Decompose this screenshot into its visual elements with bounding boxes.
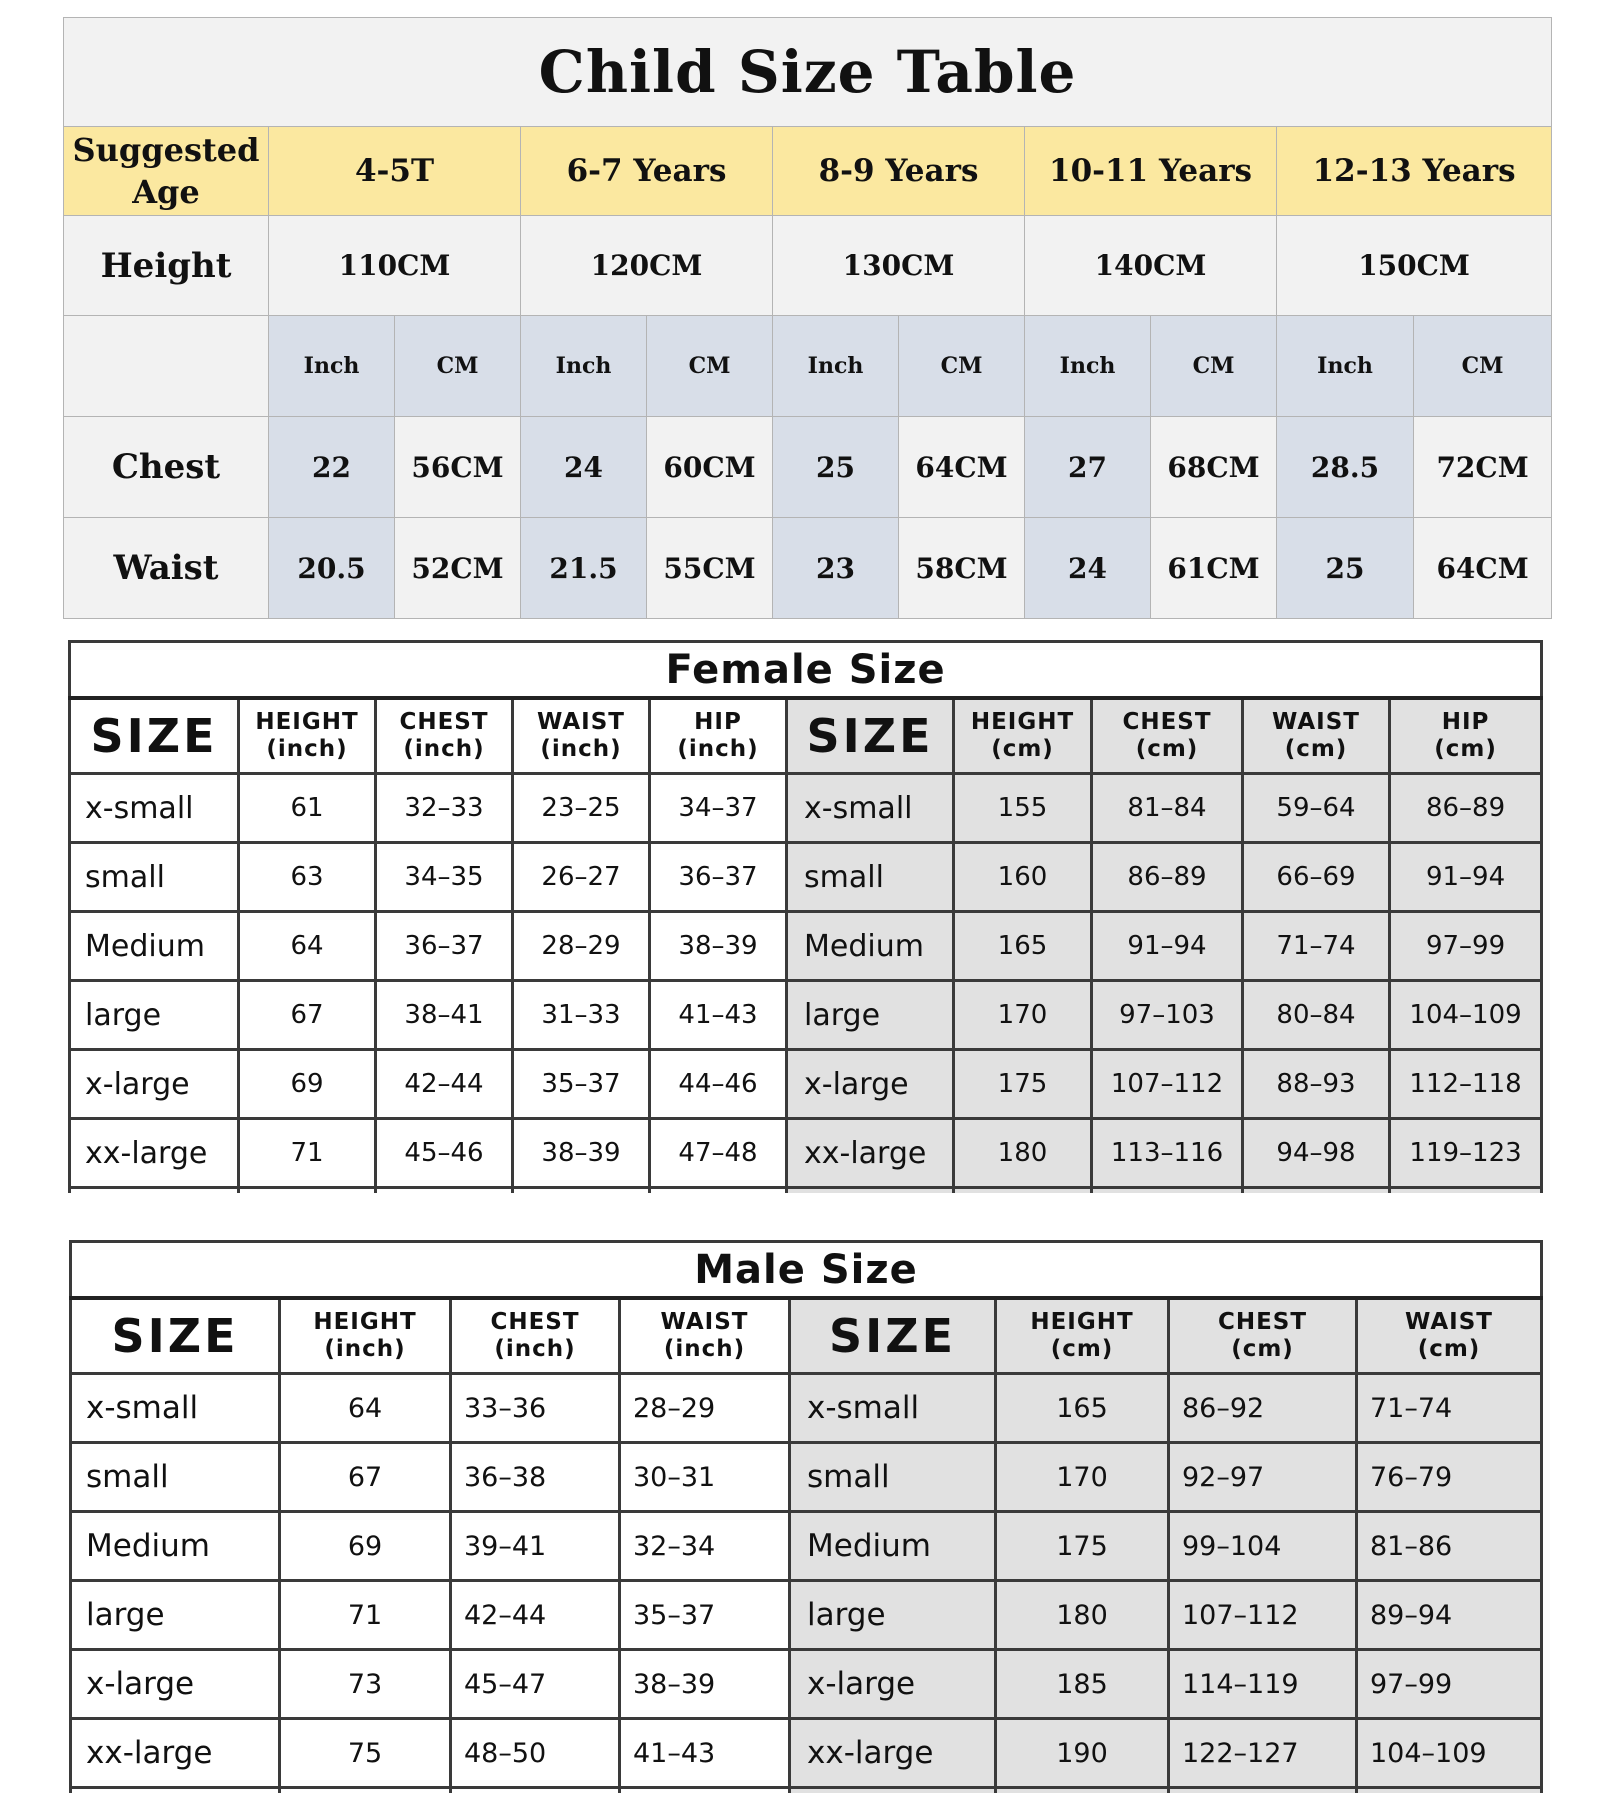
table-cell: 28–29: [620, 1374, 790, 1443]
table-cell: 71–74: [1243, 912, 1390, 981]
height-inch-header: HEIGHT (inch): [239, 698, 376, 774]
waist-cm-cell: 61CM: [1151, 518, 1277, 619]
waist-inch-cell: 24: [1025, 518, 1151, 619]
table-cell: 67: [239, 981, 376, 1050]
table-cell: 32–33: [376, 774, 513, 843]
size-name: small: [790, 1443, 996, 1512]
table-cell: 89–94: [1357, 1581, 1542, 1650]
table-cell: 44–46: [650, 1050, 787, 1119]
size-header: SIZE: [70, 698, 239, 774]
size-name: x-large: [787, 1050, 954, 1119]
height-cell: 140CM: [1025, 216, 1277, 316]
size-name: xx-large: [71, 1719, 280, 1788]
table-cell: 97–99: [1390, 912, 1542, 981]
table-cell: 104–109: [1390, 981, 1542, 1050]
unit-cm: CM: [1414, 316, 1552, 417]
table-row: [71, 1443, 1542, 1512]
table-cell: 39–41: [451, 1512, 620, 1581]
table-cell: 71: [280, 1581, 451, 1650]
table-row: [71, 1374, 1542, 1443]
table-cell: 32–34: [620, 1512, 790, 1581]
hip-cm-header: HIP (cm): [1390, 698, 1542, 774]
table-cell: 38–39: [650, 912, 787, 981]
table-cell: 97–99: [1357, 1650, 1542, 1719]
hip-inch-header: HIP (inch): [650, 698, 787, 774]
table-cell: 180: [954, 1119, 1092, 1188]
unit-inch: Inch: [1025, 316, 1151, 417]
table-cell: 36–37: [376, 912, 513, 981]
table-cell: 71: [239, 1119, 376, 1188]
chest-inch-cell: 25: [773, 417, 899, 518]
table-row: [70, 774, 1542, 843]
size-header: SIZE: [71, 1298, 280, 1374]
chest-inch-cell: 24: [521, 417, 647, 518]
size-name: Medium: [790, 1512, 996, 1581]
suggested-age-label: Suggested Age: [64, 127, 269, 216]
table-cell: 59–64: [1243, 774, 1390, 843]
table-cell: 67: [280, 1443, 451, 1512]
table-cell: 38–41: [376, 981, 513, 1050]
table-cell: 38–39: [620, 1650, 790, 1719]
table-cell: 48–50: [451, 1719, 620, 1788]
table-cell: 104–109: [1357, 1719, 1542, 1788]
size-name: large: [70, 981, 239, 1050]
table-cell: 23–25: [513, 774, 650, 843]
height-inch-header: HEIGHT (inch): [280, 1298, 451, 1374]
table-cell: 33–36: [451, 1374, 620, 1443]
chest-cm-header: CHEST (cm): [1169, 1298, 1357, 1374]
unit-blank-cell: [64, 316, 269, 417]
size-name: x-large: [70, 1050, 239, 1119]
unit-cm: CM: [395, 316, 521, 417]
table-cell: 64: [280, 1374, 451, 1443]
height-label: Height: [64, 216, 269, 316]
table-cell: 28–29: [513, 912, 650, 981]
size-name: xx-large: [70, 1119, 239, 1188]
table-cell: 86–89: [1390, 774, 1542, 843]
table-cell: 76–79: [1357, 1443, 1542, 1512]
table-cell: 86–92: [1169, 1374, 1357, 1443]
table-cell: 155: [954, 774, 1092, 843]
size-name: small: [71, 1443, 280, 1512]
table-cell: 91–94: [1092, 912, 1243, 981]
table-cell: 34–37: [650, 774, 787, 843]
table-cell: 71–74: [1357, 1374, 1542, 1443]
waist-inch-header: WAIST (inch): [513, 698, 650, 774]
table-cell: 122–127: [1169, 1719, 1357, 1788]
age-cell: 4-5T: [269, 127, 521, 216]
age-cell: 10-11 Years: [1025, 127, 1277, 216]
table-row: [70, 912, 1542, 981]
female-size-table: [68, 640, 1543, 1193]
table-cell: 31–33: [513, 981, 650, 1050]
table-cut-edge: [71, 1788, 1542, 1794]
size-name: Medium: [71, 1512, 280, 1581]
age-cell: 6-7 Years: [521, 127, 773, 216]
table-cell: 35–37: [513, 1050, 650, 1119]
waist-inch-cell: 23: [773, 518, 899, 619]
size-name: x-large: [790, 1650, 996, 1719]
waist-inch-cell: 20.5: [269, 518, 395, 619]
table-cell: 175: [996, 1512, 1169, 1581]
table-row: [71, 1650, 1542, 1719]
table-cell: 38–39: [513, 1119, 650, 1188]
unit-inch: Inch: [1277, 316, 1414, 417]
waist-inch-header: WAIST (inch): [620, 1298, 790, 1374]
chest-cm-cell: 56CM: [395, 417, 521, 518]
size-name: x-small: [790, 1374, 996, 1443]
size-name: Medium: [787, 912, 954, 981]
table-cell: 112–118: [1390, 1050, 1542, 1119]
size-name: large: [71, 1581, 280, 1650]
table-cell: 41–43: [620, 1719, 790, 1788]
child-size-table: [63, 17, 1552, 619]
waist-cm-header: WAIST (cm): [1243, 698, 1390, 774]
height-cell: 120CM: [521, 216, 773, 316]
size-name: large: [787, 981, 954, 1050]
table-cell: 69: [280, 1512, 451, 1581]
table-cell: 81–86: [1357, 1512, 1542, 1581]
table-cell: 36–37: [650, 843, 787, 912]
table-cell: 41–43: [650, 981, 787, 1050]
table-cell: 92–97: [1169, 1443, 1357, 1512]
waist-cm-header: WAIST (cm): [1357, 1298, 1542, 1374]
table-cell: 61: [239, 774, 376, 843]
waist-cm-cell: 64CM: [1414, 518, 1552, 619]
height-cm-header: HEIGHT (cm): [954, 698, 1092, 774]
table-cell: 180: [996, 1581, 1169, 1650]
table-cell: 165: [996, 1374, 1169, 1443]
height-cm-header: HEIGHT (cm): [996, 1298, 1169, 1374]
table-cell: 165: [954, 912, 1092, 981]
table-cell: 42–44: [376, 1050, 513, 1119]
female-table-title: Female Size: [70, 642, 1542, 699]
unit-cm: CM: [1151, 316, 1277, 417]
table-row: [71, 1719, 1542, 1788]
waist-cm-cell: 55CM: [647, 518, 773, 619]
table-cell: 69: [239, 1050, 376, 1119]
table-cell: 107–112: [1092, 1050, 1243, 1119]
chest-inch-cell: 28.5: [1277, 417, 1414, 518]
size-name: Medium: [70, 912, 239, 981]
table-cell: 45–46: [376, 1119, 513, 1188]
table-cell: 119–123: [1390, 1119, 1542, 1188]
table-cell: 66–69: [1243, 843, 1390, 912]
table-cell: 80–84: [1243, 981, 1390, 1050]
table-cell: 64: [239, 912, 376, 981]
table-cell: 47–48: [650, 1119, 787, 1188]
table-cell: 185: [996, 1650, 1169, 1719]
waist-inch-cell: 21.5: [521, 518, 647, 619]
table-cell: 99–104: [1169, 1512, 1357, 1581]
table-cell: 75: [280, 1719, 451, 1788]
table-cell: 114–119: [1169, 1650, 1357, 1719]
table-cell: 34–35: [376, 843, 513, 912]
table-cut-edge: [70, 1188, 1542, 1194]
size-header: SIZE: [790, 1298, 996, 1374]
chest-inch-cell: 22: [269, 417, 395, 518]
waist-inch-cell: 25: [1277, 518, 1414, 619]
table-cell: 175: [954, 1050, 1092, 1119]
table-cell: 170: [996, 1443, 1169, 1512]
table-cell: 107–112: [1169, 1581, 1357, 1650]
table-cell: 88–93: [1243, 1050, 1390, 1119]
height-cell: 110CM: [269, 216, 521, 316]
table-cell: 45–47: [451, 1650, 620, 1719]
age-cell: 12-13 Years: [1277, 127, 1552, 216]
size-name: x-small: [70, 774, 239, 843]
size-name: xx-large: [790, 1719, 996, 1788]
chest-cm-cell: 72CM: [1414, 417, 1552, 518]
unit-cm: CM: [899, 316, 1025, 417]
child-table-title: Child Size Table: [64, 18, 1552, 127]
size-name: x-large: [71, 1650, 280, 1719]
table-cell: 30–31: [620, 1443, 790, 1512]
height-cell: 130CM: [773, 216, 1025, 316]
waist-cm-cell: 52CM: [395, 518, 521, 619]
size-name: xx-large: [787, 1119, 954, 1188]
table-cell: 97–103: [1092, 981, 1243, 1050]
height-cell: 150CM: [1277, 216, 1552, 316]
chest-cm-header: CHEST (cm): [1092, 698, 1243, 774]
waist-label: Waist: [64, 518, 269, 619]
chest-label: Chest: [64, 417, 269, 518]
male-table-title: Male Size: [71, 1242, 1542, 1299]
unit-inch: Inch: [521, 316, 647, 417]
table-cell: 36–38: [451, 1443, 620, 1512]
unit-inch: Inch: [269, 316, 395, 417]
chest-inch-header: CHEST (inch): [451, 1298, 620, 1374]
table-cell: 63: [239, 843, 376, 912]
table-cell: 42–44: [451, 1581, 620, 1650]
chest-inch-cell: 27: [1025, 417, 1151, 518]
chest-cm-cell: 64CM: [899, 417, 1025, 518]
table-cell: 35–37: [620, 1581, 790, 1650]
table-row: [71, 1581, 1542, 1650]
table-row: [71, 1512, 1542, 1581]
table-cell: 94–98: [1243, 1119, 1390, 1188]
table-cell: 26–27: [513, 843, 650, 912]
size-name: small: [70, 843, 239, 912]
table-cell: 73: [280, 1650, 451, 1719]
size-name: small: [787, 843, 954, 912]
table-row: [70, 1119, 1542, 1188]
chest-cm-cell: 68CM: [1151, 417, 1277, 518]
table-cell: 160: [954, 843, 1092, 912]
size-header: SIZE: [787, 698, 954, 774]
table-row: [70, 1050, 1542, 1119]
table-cell: 81–84: [1092, 774, 1243, 843]
table-cell: 170: [954, 981, 1092, 1050]
table-cell: 190: [996, 1719, 1169, 1788]
table-cell: 86–89: [1092, 843, 1243, 912]
size-name: x-small: [787, 774, 954, 843]
male-size-table: [69, 1240, 1543, 1793]
age-cell: 8-9 Years: [773, 127, 1025, 216]
chest-inch-header: CHEST (inch): [376, 698, 513, 774]
size-name: large: [790, 1581, 996, 1650]
size-name: x-small: [71, 1374, 280, 1443]
table-row: [70, 843, 1542, 912]
table-cell: 113–116: [1092, 1119, 1243, 1188]
chest-cm-cell: 60CM: [647, 417, 773, 518]
unit-inch: Inch: [773, 316, 899, 417]
unit-cm: CM: [647, 316, 773, 417]
table-cell: 91–94: [1390, 843, 1542, 912]
table-row: [70, 981, 1542, 1050]
waist-cm-cell: 58CM: [899, 518, 1025, 619]
